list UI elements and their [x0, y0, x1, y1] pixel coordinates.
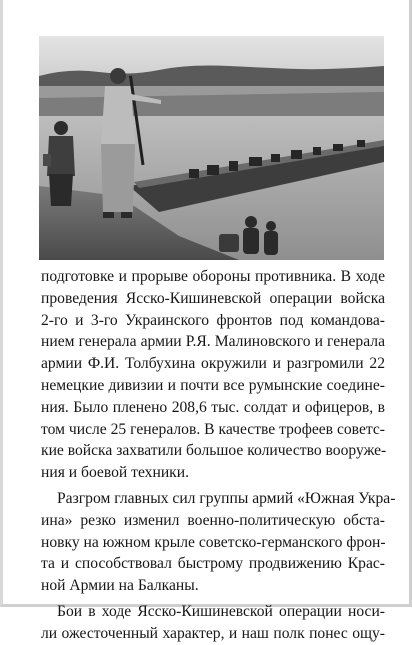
- body-text: [41, 266, 396, 645]
- historical-photo: [39, 36, 384, 260]
- text-line: ния и боевой техники.: [41, 464, 189, 482]
- text-line: новку на южном крыле советско-германского фрон-: [41, 533, 386, 551]
- text-line: ния. Было пленено 208,6 тыс. солдат и офицеров, в: [41, 398, 385, 416]
- text-line: ной Армии на Балканы.: [41, 577, 199, 595]
- paragraph-3: [41, 601, 385, 645]
- text-line: ли ожесточенный характер, и наш полк понес ощу-: [41, 624, 385, 642]
- text-line: Разгром главных сил группы армий «Южная Укра-: [57, 489, 396, 507]
- text-line: ина» резко изменил военно-политическую обста-: [41, 511, 385, 529]
- text-line: немецкие дивизии и почти все румынские соедине-: [41, 376, 385, 394]
- text-line: Бои в ходе Ясско-Кишиневской операции носи-: [57, 602, 385, 620]
- text-line: подготовке и прорыве обороны противника. В ходе: [41, 268, 385, 285]
- text-line: проведения Ясско-Кишиневской операции войска: [41, 289, 385, 307]
- text-line: 2-го и 3-го Украинского фронтов под командова-: [41, 311, 385, 329]
- paragraph-1: [41, 266, 385, 484]
- paragraph-2: [41, 488, 396, 597]
- text-line: армии Ф.И. Толбухина окружили и разгромили 22: [41, 355, 385, 373]
- text-line: нием генерала армии Р.Я. Малиновского и генерала: [41, 333, 385, 351]
- text-line: том числе 25 генералов. В качестве трофеев советс-: [41, 420, 385, 438]
- text-line: та и способствовал быстрому продвижению Крас-: [41, 555, 385, 573]
- text-line: кие войска захватили большое количество вооруже-: [41, 442, 387, 460]
